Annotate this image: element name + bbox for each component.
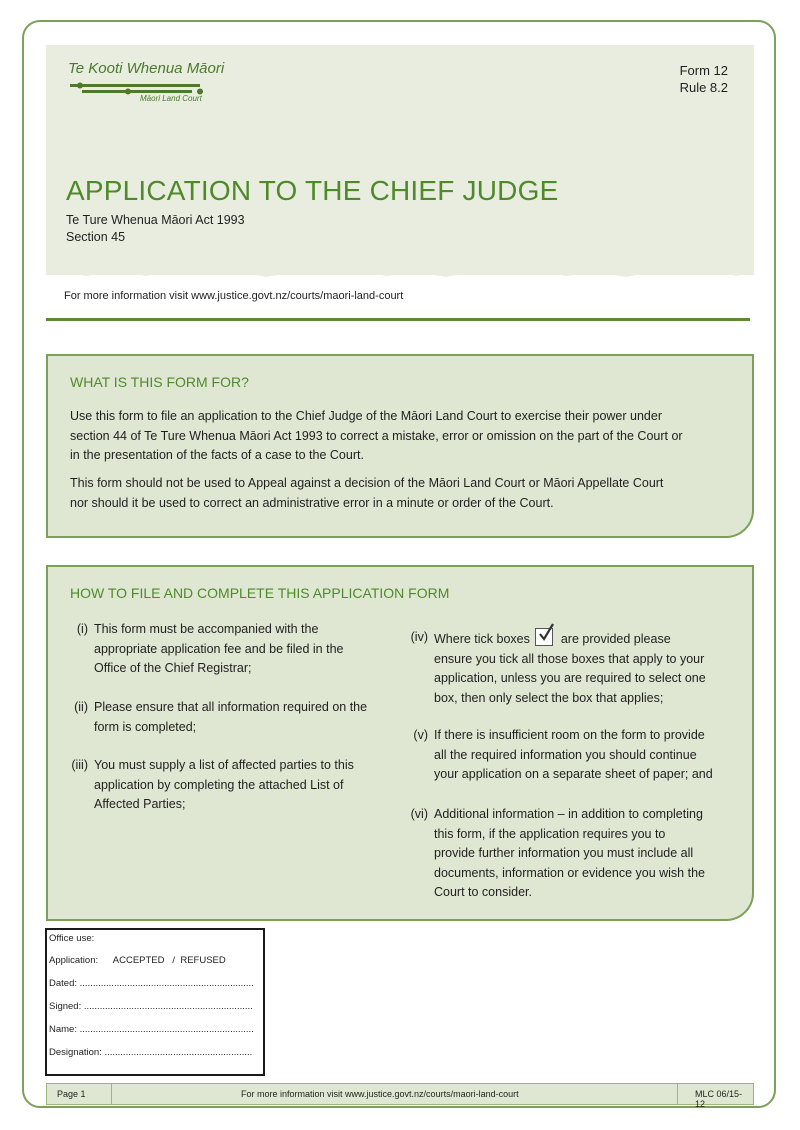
para-line: Use this form to file an application to the Chief Judge of the Māori Land Court to exercise their power under (70, 409, 662, 423)
para-line: in the presentation of the facts of a case to the Court. (70, 448, 364, 462)
section-number: Section 45 (66, 230, 126, 244)
logo-text: Te Kooti Whenua Māori (68, 60, 225, 77)
section-heading: WHAT IS THIS FORM FOR? (70, 374, 249, 390)
page-number: Page 1 (57, 1089, 86, 1099)
tick-box-icon (535, 628, 553, 646)
designation-field[interactable]: Designation: ........................................................ (49, 1047, 253, 1058)
logo-subtext: Māori Land Court (140, 94, 202, 103)
form-code: MLC 06/15- 12 (695, 1089, 743, 1109)
para-line: nor should it be used to correct an administrative error in a minute or order of the Court. (70, 495, 554, 510)
para-line: section 44 of Te Ture Whenua Māori Act 1993 to correct a mistake, error or omission on the part of the Court or (70, 428, 683, 443)
office-use-box (45, 928, 265, 1076)
footer-info-link[interactable]: For more information visit www.justice.govt.nz/courts/maori-land-court (241, 1089, 519, 1099)
form-number: Form 12 (679, 63, 728, 78)
restriction-paragraph (70, 474, 710, 513)
act-reference (66, 212, 245, 246)
signed-field[interactable]: Signed: ................................................................ (49, 1001, 253, 1012)
dated-field[interactable]: Dated: .................................................................. (49, 978, 254, 989)
page-footer (46, 1083, 754, 1109)
application-status: Application: ACCEPTED / REFUSED (49, 955, 226, 966)
what-is-this-form-for-section (46, 354, 754, 538)
section-heading: HOW TO FILE AND COMPLETE THIS APPLICATION FORM (70, 585, 450, 601)
rule-number: Rule 8.2 (679, 80, 728, 95)
how-to-file-section: HOW TO FILE AND COMPLETE THIS APPLICATION FORM (i) This form must be accompanied with the appropriate application fee and be filed in the Office of the Chief Registrar; (ii) Please ensure that all information required on the form is completed; (iii) You must supply a list of affected parties to this application by completing the attached List of Affected Parties; (iv) Where tick boxes are provided please ensure you tick all those boxes that apply to your application, unless you are required to select one box, then only select the box that applies; (v) If there is insufficient room on the form to provide all the required information you should continue your application on a separate sheet of paper; and (vi) Additional information – in addition to completing this form, if the application requires you to provide further information you must include all documents, information or evidence you wish the Court to consider. (46, 565, 754, 921)
para-line: This form should not be used to Appeal against a decision of the Māori Land Court or Māori Appellate Court (70, 476, 664, 490)
form-reference (680, 62, 728, 96)
court-logo (68, 60, 225, 108)
act-name: Te Ture Whenua Māori Act 1993 (66, 213, 245, 227)
page-title: APPLICATION TO THE CHIEF JUDGE (66, 175, 559, 206)
purpose-paragraph (70, 407, 710, 466)
torn-edge (46, 262, 754, 280)
office-use-heading: Office use: (49, 933, 95, 944)
name-field[interactable]: Name: .................................................................. (49, 1024, 254, 1035)
info-link[interactable]: For more information visit www.justice.govt.nz/courts/maori-land-court (64, 290, 404, 302)
divider (46, 318, 750, 321)
